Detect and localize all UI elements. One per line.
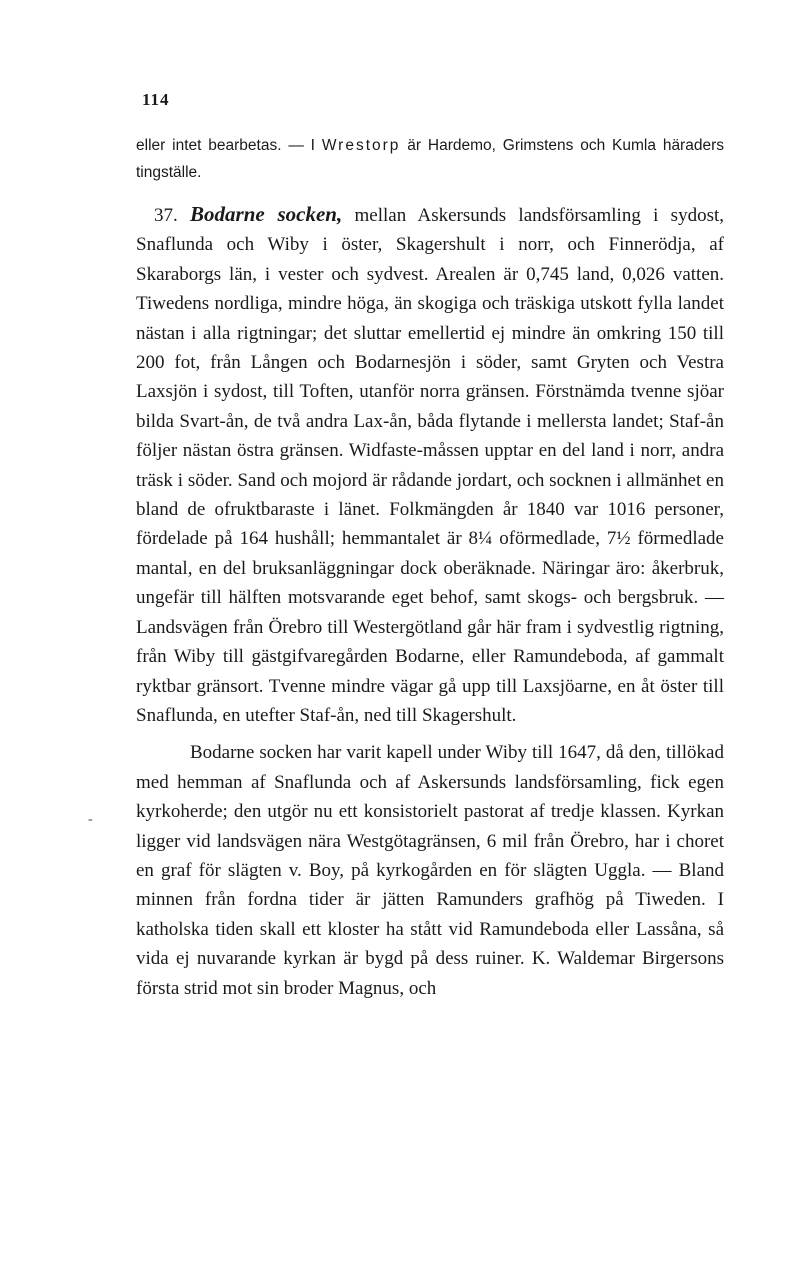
page-number: 114: [142, 90, 170, 109]
section-paragraph: [136, 200, 724, 730]
continuation-part2: är Hardemo, Grimstens och Kumla häraders tingställe.: [136, 137, 724, 181]
margin-mark: -: [88, 812, 93, 827]
section-heading: Bodarne socken,: [190, 202, 343, 226]
section-number: 37.: [154, 205, 178, 226]
continuation-text: [136, 132, 724, 186]
book-page: [136, 90, 724, 1003]
continuation-part1: eller intet bearbetas. — I: [136, 137, 322, 154]
section-text: mellan Askersunds landsförsamling i sydost, Snaflunda och Wiby i öster, Skagershult i norr, och Finnerödja, af Skaraborgs län, i vester och sydvest. Arealen är 0,745 land, 0,026 vatten. Tiwedens nordliga, mindre höga, än skogiga och träskiga utskott fylla landet nästan i alla rigtningar; det sluttar emellertid ej mindre än omkring 150 till 200 fot, från Lången och Bodarnesjön i söder, samt Gryten och Vestra Laxsjön i sydost, till Toften, utanför norra gränsen. Förstnämda tvenne sjöar bilda Svart-ån, de två andra Lax-ån, båda flytande i mellersta landet; Staf-ån följer nästan östra gränsen. Widfaste-måssen upptar en del land i norr, andra träsk i söder. Sand och mojord är rådande jordart, och socknen i allmänhet en bland de ofruktbaraste i länet. Folkmängden år 1840 var 1016 personer, fördelade på 164 hushåll; hemmantalet är 8¼ oförmedlade, 7½ förmedlade mantal, en del bruksanläggningar dock oberäknade. Näringar äro: åkerbruk, ungefär till hälften motsvarande eget behof, samt skogs- och bergsbruk. — Landsvägen från Örebro till Westergötland går här fram i sydvestlig rigtning, från Wiby till gästgifvaregården Bodarne, eller Ramundeboda, af gammalt ryktbar gränsort. Tvenne mindre vägar gå upp till Laxsjöarne, en åt öster till Snaflunda, en utefter Staf-ån, ned till Skagershult.: [136, 205, 724, 726]
paragraph-2: Bodarne socken har varit kapell under Wiby till 1647, då den, tillökad med hemman af Snaflunda och af Askersunds landsförsamling, fick egen kyrkoherde; den utgör nu ett konsistorielt pastorat af tredje klassen. Kyrkan ligger vid landsvägen nära Westgötagränsen, 6 mil från Örebro, har i choret en graf för slägten v. Boy, på kyrkogården en för slägten Uggla. — Bland minnen från fordna tider är jätten Ramunders grafhög på Tiweden. I katholska tiden skall ett kloster ha stått vid Ramundeboda eller Lassåna, så vida ej nuvarande kyrkan är bygd på dess ruiner. K. Waldemar Birgersons första strid mot sin broder Magnus, och: [136, 742, 724, 999]
place-name-wrestorp: Wrestorp: [321, 137, 401, 154]
